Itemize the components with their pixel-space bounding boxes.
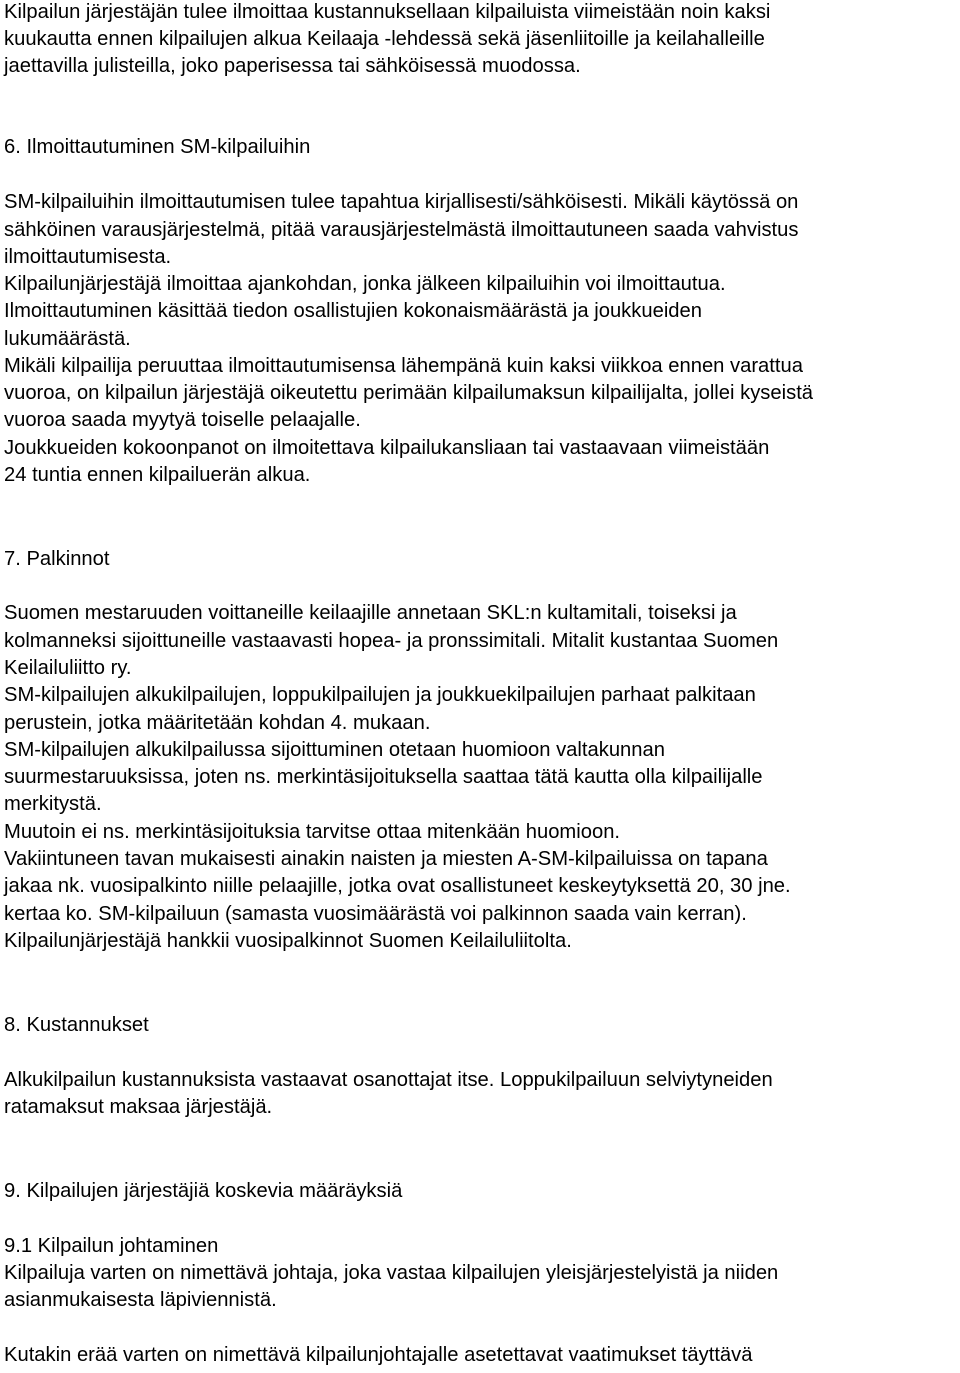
section-8-heading: 8. Kustannukset [4,1014,149,1036]
section-7-line: jakaa nk. vuosipalkinto niille pelaajille, jotka ovat osallistuneet keskeytyksettä 20, 30 jne. [4,875,791,897]
section-6-line: ilmoittautumisesta. [4,246,172,268]
section-7-line: perustein, jotka määritetään kohdan 4. mukaan. [4,712,431,734]
section-9-trailing-line: Kutakin erää varten on nimettävä kilpailunjohtajalle asetettavat vaatimukset täyttävä [4,1344,753,1366]
section-6-line: sähköinen varausjärjestelmä, pitää varausjärjestelmästä ilmoittautuneen saada vahvistus [4,219,799,241]
section-7-line: kolmanneksi sijoittuneille vastaavasti hopea- ja pronssimitali. Mitalit kustantaa Suomen [4,630,779,652]
section-8-line: Alkukilpailun kustannuksista vastaavat osanottajat itse. Loppukilpailuun selviytyneiden [4,1069,773,1091]
section-6-line-part: SM-kilpailuihin ilmoittautumisen tulee tapahtua kirjallisesti/sähköisesti. [4,191,628,213]
section-7-line: Vakiintuneen tavan mukaisesti ainakin naisten ja miesten A-SM-kilpailuissa on tapana [4,848,768,870]
section-9-1-heading: 9.1 Kilpailun johtaminen [4,1235,219,1257]
section-6-line: vuoroa, on kilpailun järjestäjä oikeutettu perimään kilpailumaksun kilpailijalta, jollei kyseistä [4,382,814,404]
section-7-line: Kilpailunjärjestäjä hankkii vuosipalkinnot Suomen Keilailuliitolta. [4,930,572,952]
section-6-line [4,190,798,214]
section-7-line: SM-kilpailujen alkukilpailussa sijoittuminen otetaan huomioon valtakunnan [4,739,665,761]
section-6-heading: 6. Ilmoittautuminen SM-kilpailuihin [4,136,311,158]
section-7-line: SM-kilpailujen alkukilpailujen, loppukilpailujen ja joukkuekilpailujen parhaat palkitaan [4,684,756,706]
section-6-line: Mikäli kilpailija peruuttaa ilmoittautumisensa lähempänä kuin kaksi viikkoa ennen varattua [4,355,803,377]
section-8-line: ratamaksut maksaa järjestäjä. [4,1096,273,1118]
section-6-line: vuoroa saada myytyä toiselle pelaajalle. [4,409,361,431]
section-7-line: merkitystä. [4,793,102,815]
section-6-line: Joukkueiden kokoonpanot on ilmoitettava kilpailukansliaan tai vastaavaan viimeistään [4,437,770,459]
section-6-line: Kilpailunjärjestäjä ilmoittaa ajankohdan, jonka jälkeen kilpailuihin voi ilmoittautua. [4,273,726,295]
section-9-1-line: asianmukaisesta läpiviennistä. [4,1289,277,1311]
section-9-1-line: Kilpailuja varten on nimettävä johtaja, joka vastaa kilpailujen yleisjärjestelyistä ja niiden [4,1262,779,1284]
section-9-heading: 9. Kilpailujen järjestäjiä koskevia määräyksiä [4,1180,403,1202]
section-7-line: suurmestaruuksissa, joten ns. merkintäsijoituksella saattaa tätä kautta olla kilpailijalle [4,766,763,788]
section-7-line: Suomen mestaruuden voittaneille keilaajille annetaan SKL:n kultamitali, toiseksi ja [4,602,737,624]
section-7-line: kertaa ko. SM-kilpailuun (samasta vuosimäärästä voi palkinnon saada vain kerran). [4,903,747,925]
section-6-line: Ilmoittautuminen käsittää tiedon osallistujien kokonaismäärästä ja joukkueiden [4,300,702,322]
intro-line: Kilpailun järjestäjän tulee ilmoittaa kustannuksellaan kilpailuista viimeistään noin kaksi [4,1,771,23]
intro-line: kuukautta ennen kilpailujen alkua Keilaaja -lehdessä sekä jäsenliitoille ja keilahalleille [4,28,765,50]
intro-line: jaettavilla julisteilla, joko paperisessa tai sähköisessä muodossa. [4,55,581,77]
section-7-line: Muutoin ei ns. merkintäsijoituksia tarvitse ottaa mitenkään huomioon. [4,821,621,843]
section-6-line: 24 tuntia ennen kilpailuerän alkua. [4,464,311,486]
section-7-heading: 7. Palkinnot [4,548,110,570]
section-7-line: Keilailuliitto ry. [4,657,132,679]
section-6-line: lukumäärästä. [4,328,131,350]
section-6-line-part: Mikäli käytössä on [633,191,799,213]
